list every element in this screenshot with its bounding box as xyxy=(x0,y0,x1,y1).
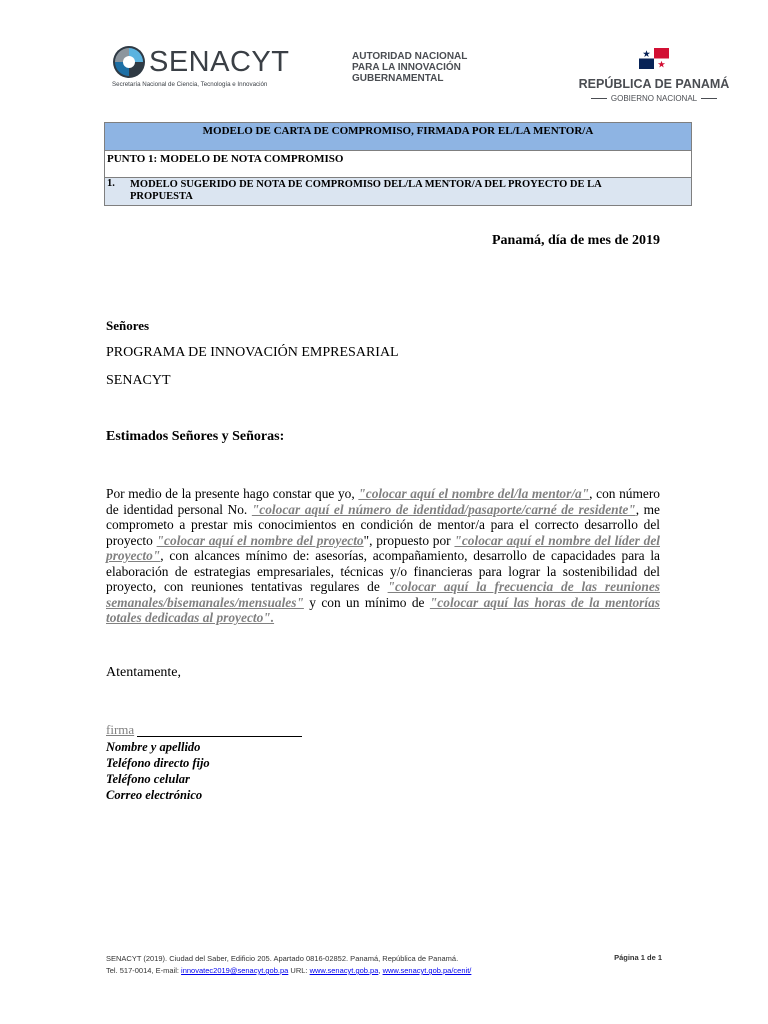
republica-panama-logo xyxy=(578,48,730,108)
placeholder-project-name: "colocar aquí el nombre del proyecto xyxy=(156,532,364,548)
body-text: , con número de identidad personal No. xyxy=(106,486,660,517)
signature-field: Teléfono celular xyxy=(106,772,190,786)
closing: Atentamente, xyxy=(106,665,182,680)
item-number: 1. xyxy=(107,178,115,189)
body-text: y con un mínimo de xyxy=(303,594,430,610)
signature-line xyxy=(137,736,302,737)
letter-body xyxy=(106,486,660,626)
footer-address: SENACYT (2019). Ciudad del Saber, Edificio 205. Apartado 0816-02852. Panamá, República de Panamá. xyxy=(106,954,459,963)
item-text: MODELO SUGERIDO DE NOTA DE COMPROMISO DEL/LA MENTOR/A DEL PROYECTO DE LA PROPUESTA xyxy=(130,179,602,202)
footer-url-label: URL: xyxy=(288,966,310,975)
website-link[interactable]: www.senacyt.gob.pa xyxy=(309,966,379,975)
cenit-link[interactable]: www.senacyt.gob.pa/cenit/ xyxy=(382,966,472,975)
placeholder-mentoring-hours: "colocar aquí las horas de la mentorías totales dedicadas al proyecto". xyxy=(106,594,661,625)
divider xyxy=(701,98,717,99)
page-footer xyxy=(106,953,471,977)
panama-flag-icon xyxy=(639,48,669,69)
placeholder-meeting-frequency: "colocar aquí la frecuencia de las reuniones semanales/bisemanales/mensuales" xyxy=(106,579,660,610)
senacyt-logo xyxy=(112,43,290,93)
footer-phone: Tel. 517-0014, E-mail: xyxy=(106,966,182,975)
signature-label: firma xyxy=(106,722,135,737)
body-text: Por medio de la presente hago constar que yo, xyxy=(106,486,359,501)
signature-field: Nombre y apellido xyxy=(106,740,201,754)
email-link[interactable]: innovatec2019@senacyt.gob.pa xyxy=(181,966,289,975)
document-title-band xyxy=(104,122,692,151)
letter-date: Panamá, día de mes de 2019 xyxy=(492,233,660,248)
aig-logo xyxy=(352,51,467,84)
placeholder-leader-name: "colocar aquí el nombre del líder del proyecto" xyxy=(106,532,660,563)
signature-field: Teléfono directo fijo xyxy=(106,756,210,770)
aig-line: GUBERNAMENTAL xyxy=(352,73,444,84)
body-text: ", propuesto por xyxy=(363,532,455,548)
republica-text: REPÚBLICA DE PANAMÁ xyxy=(578,77,730,91)
placeholder-mentor-name: "colocar aquí el nombre del/la mentor/a" xyxy=(358,486,590,501)
body-text: , con alcances mínimo de: asesorías, acompañamiento, desarrollo de capacidades para la elaboración de estrategias empresariales, técnicas y/o financieras para lograr la sostenibilidad del proyecto, con reuniones tentativas regulares de xyxy=(106,548,660,594)
punto-heading: PUNTO 1: MODELO DE NOTA COMPROMISO xyxy=(107,153,344,165)
salutation-line: Señores xyxy=(106,318,150,333)
signature-fields xyxy=(106,739,210,803)
aig-line: PARA LA INNOVACIÓN xyxy=(352,62,461,73)
senacyt-logo-subtitle: Secretaría Nacional de Ciencia, Tecnología e Innovación xyxy=(112,81,268,88)
recipient-org: SENACYT xyxy=(106,373,171,388)
gobierno-text: GOBIERNO NACIONAL xyxy=(610,94,698,103)
gobierno-nacional xyxy=(578,94,730,103)
body-text: , me comprometo a prestar mis conocimientos en condición de mentor/a para el correcto desarrollo del proyecto xyxy=(106,501,660,548)
punto-row xyxy=(104,151,692,178)
senacyt-logo-text: SENACYT xyxy=(149,46,290,78)
page-number: Página 1 de 1 xyxy=(614,953,662,962)
senacyt-logo-icon xyxy=(112,45,146,79)
item-row xyxy=(104,177,692,206)
greeting: Estimados Señores y Señoras: xyxy=(106,429,285,444)
document-title: MODELO DE CARTA DE COMPROMISO, FIRMADA POR EL/LA MENTOR/A xyxy=(202,125,594,137)
signature-field: Correo electrónico xyxy=(106,788,203,802)
divider xyxy=(591,98,607,99)
footer-contact xyxy=(106,965,471,977)
aig-line: AUTORIDAD NACIONAL xyxy=(352,51,468,62)
recipient-program: PROGRAMA DE INNOVACIÓN EMPRESARIAL xyxy=(106,345,399,360)
footer-separator: , xyxy=(378,966,383,975)
placeholder-id-number: "colocar aquí el número de identidad/pasaporte/carné de residente" xyxy=(251,501,636,517)
